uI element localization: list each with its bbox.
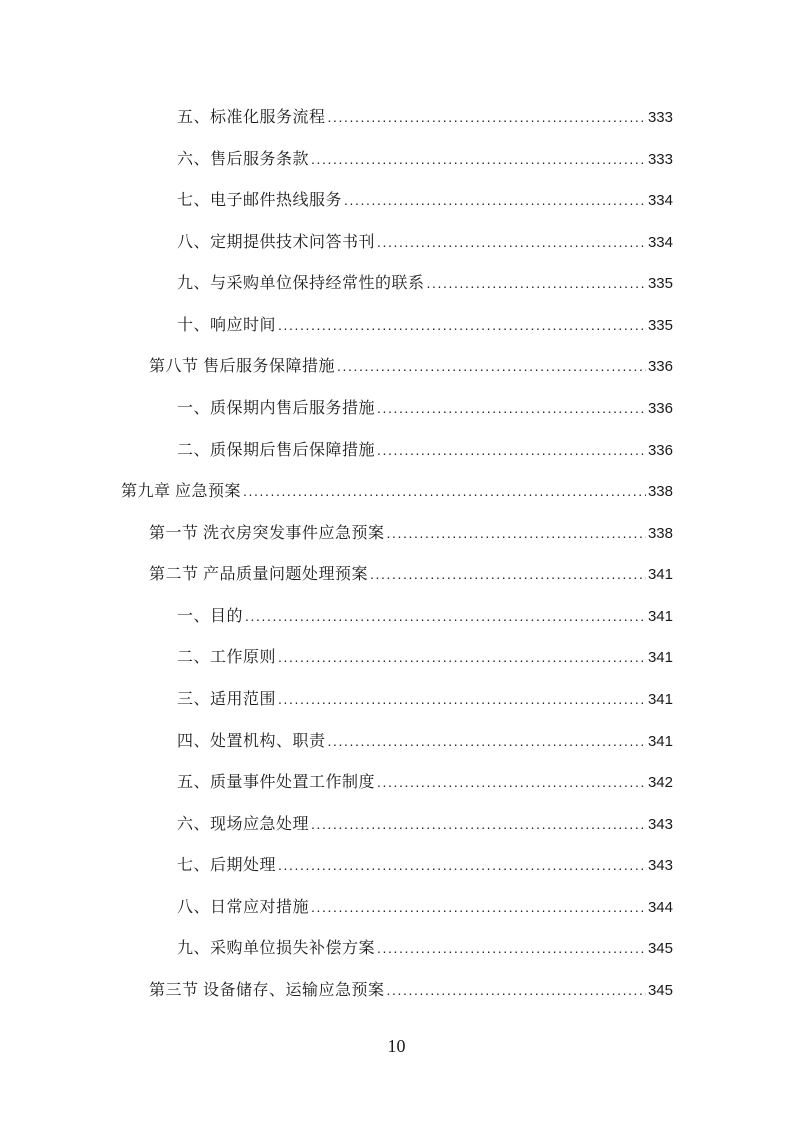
toc-entry-title: 八、定期提供技术问答书刊 xyxy=(177,234,376,251)
toc-entry[interactable] xyxy=(177,812,673,836)
toc-entry[interactable] xyxy=(177,271,673,295)
toc-entry-title: 第九章 应急预案 xyxy=(121,483,242,500)
toc-entry-page: 341 xyxy=(647,733,673,750)
dot-leader xyxy=(278,645,646,669)
toc-entry-page: 336 xyxy=(647,400,673,417)
toc-entry-page: 333 xyxy=(647,151,673,168)
toc-entry[interactable] xyxy=(177,147,673,171)
toc-entry[interactable] xyxy=(177,729,673,753)
toc-entry-page: 343 xyxy=(647,816,673,833)
toc-entry-title: 四、处置机构、职责 xyxy=(177,733,326,750)
toc-entry-page: 335 xyxy=(647,317,673,334)
toc-entry[interactable] xyxy=(177,604,673,628)
toc-entry-title: 五、质量事件处置工作制度 xyxy=(177,774,376,791)
dot-leader xyxy=(377,438,646,462)
toc-entry-title: 十、响应时间 xyxy=(177,317,277,334)
toc-entry-title: 一、质保期内售后服务措施 xyxy=(177,400,376,417)
toc-entry-title: 六、售后服务条款 xyxy=(177,151,310,168)
toc-entry-page: 341 xyxy=(647,608,673,625)
toc-entry-title: 三、适用范围 xyxy=(177,691,277,708)
dot-leader xyxy=(377,770,646,794)
dot-leader xyxy=(328,729,646,753)
toc-entry-title: 第八节 售后服务保障措施 xyxy=(149,358,336,375)
dot-leader xyxy=(245,604,646,628)
toc-entry-title: 六、现场应急处理 xyxy=(177,816,310,833)
toc-entry[interactable] xyxy=(177,770,673,794)
toc-entry-page: 338 xyxy=(647,483,673,500)
dot-leader xyxy=(377,230,646,254)
toc-entry-page: 334 xyxy=(647,192,673,209)
dot-leader xyxy=(370,562,646,586)
toc-entry[interactable] xyxy=(177,188,673,212)
toc-entry-page: 341 xyxy=(647,649,673,666)
toc-entry-page: 343 xyxy=(647,857,673,874)
dot-leader xyxy=(243,479,646,503)
dot-leader xyxy=(311,895,646,919)
toc-entry-page: 335 xyxy=(647,275,673,292)
toc-entry-page: 333 xyxy=(647,109,673,126)
toc-entry-title: 第三节 设备储存、运输应急预案 xyxy=(149,982,385,999)
toc-entry-title: 一、目的 xyxy=(177,608,244,625)
toc-entry-title: 二、工作原则 xyxy=(177,649,277,666)
dot-leader xyxy=(377,936,646,960)
toc-entry[interactable] xyxy=(177,396,673,420)
toc-entry-title: 第二节 产品质量问题处理预案 xyxy=(149,566,369,583)
toc-entry[interactable] xyxy=(177,645,673,669)
toc-entry[interactable] xyxy=(121,479,673,503)
dot-leader xyxy=(278,853,646,877)
toc-entry[interactable] xyxy=(177,936,673,960)
toc-entry[interactable] xyxy=(177,853,673,877)
toc-entry-page: 336 xyxy=(647,442,673,459)
toc-entry[interactable] xyxy=(177,313,673,337)
dot-leader xyxy=(278,687,646,711)
page-number: 10 xyxy=(387,1036,406,1056)
toc-entry-title: 七、后期处理 xyxy=(177,857,277,874)
toc-entry[interactable] xyxy=(149,354,673,378)
dot-leader xyxy=(344,188,646,212)
toc-entry-title: 九、与采购单位保持经常性的联系 xyxy=(177,275,425,292)
toc-entry-page: 334 xyxy=(647,234,673,251)
toc-entry[interactable] xyxy=(149,562,673,586)
toc-entry[interactable] xyxy=(177,230,673,254)
toc-entry-title: 八、日常应对措施 xyxy=(177,899,310,916)
toc-entry-page: 342 xyxy=(647,774,673,791)
toc-entry-title: 第一节 洗衣房突发事件应急预案 xyxy=(149,525,385,542)
toc-entry[interactable] xyxy=(177,895,673,919)
toc-entry-page: 345 xyxy=(647,940,673,957)
dot-leader xyxy=(387,521,646,545)
dot-leader xyxy=(337,354,646,378)
toc-entry-page: 338 xyxy=(647,525,673,542)
toc-entry-title: 五、标准化服务流程 xyxy=(177,109,326,126)
toc-entry-title: 九、采购单位损失补偿方案 xyxy=(177,940,376,957)
toc-entry-page: 341 xyxy=(647,691,673,708)
toc-entry-title: 二、质保期后售后保障措施 xyxy=(177,442,376,459)
toc-entry-page: 341 xyxy=(647,566,673,583)
dot-leader xyxy=(387,978,646,1002)
toc-entry[interactable] xyxy=(177,438,673,462)
toc-entry[interactable] xyxy=(149,521,673,545)
dot-leader xyxy=(311,812,646,836)
toc-entry[interactable] xyxy=(177,687,673,711)
toc-entry[interactable] xyxy=(149,978,673,1002)
dot-leader xyxy=(328,105,646,129)
dot-leader xyxy=(278,313,646,337)
toc-entry-title: 七、电子邮件热线服务 xyxy=(177,192,343,209)
dot-leader xyxy=(377,396,646,420)
toc-entry-page: 336 xyxy=(647,358,673,375)
dot-leader xyxy=(427,271,646,295)
dot-leader xyxy=(311,147,646,171)
toc-entry-page: 345 xyxy=(647,982,673,999)
toc-entry[interactable] xyxy=(177,105,673,129)
toc-entry-page: 344 xyxy=(647,899,673,916)
